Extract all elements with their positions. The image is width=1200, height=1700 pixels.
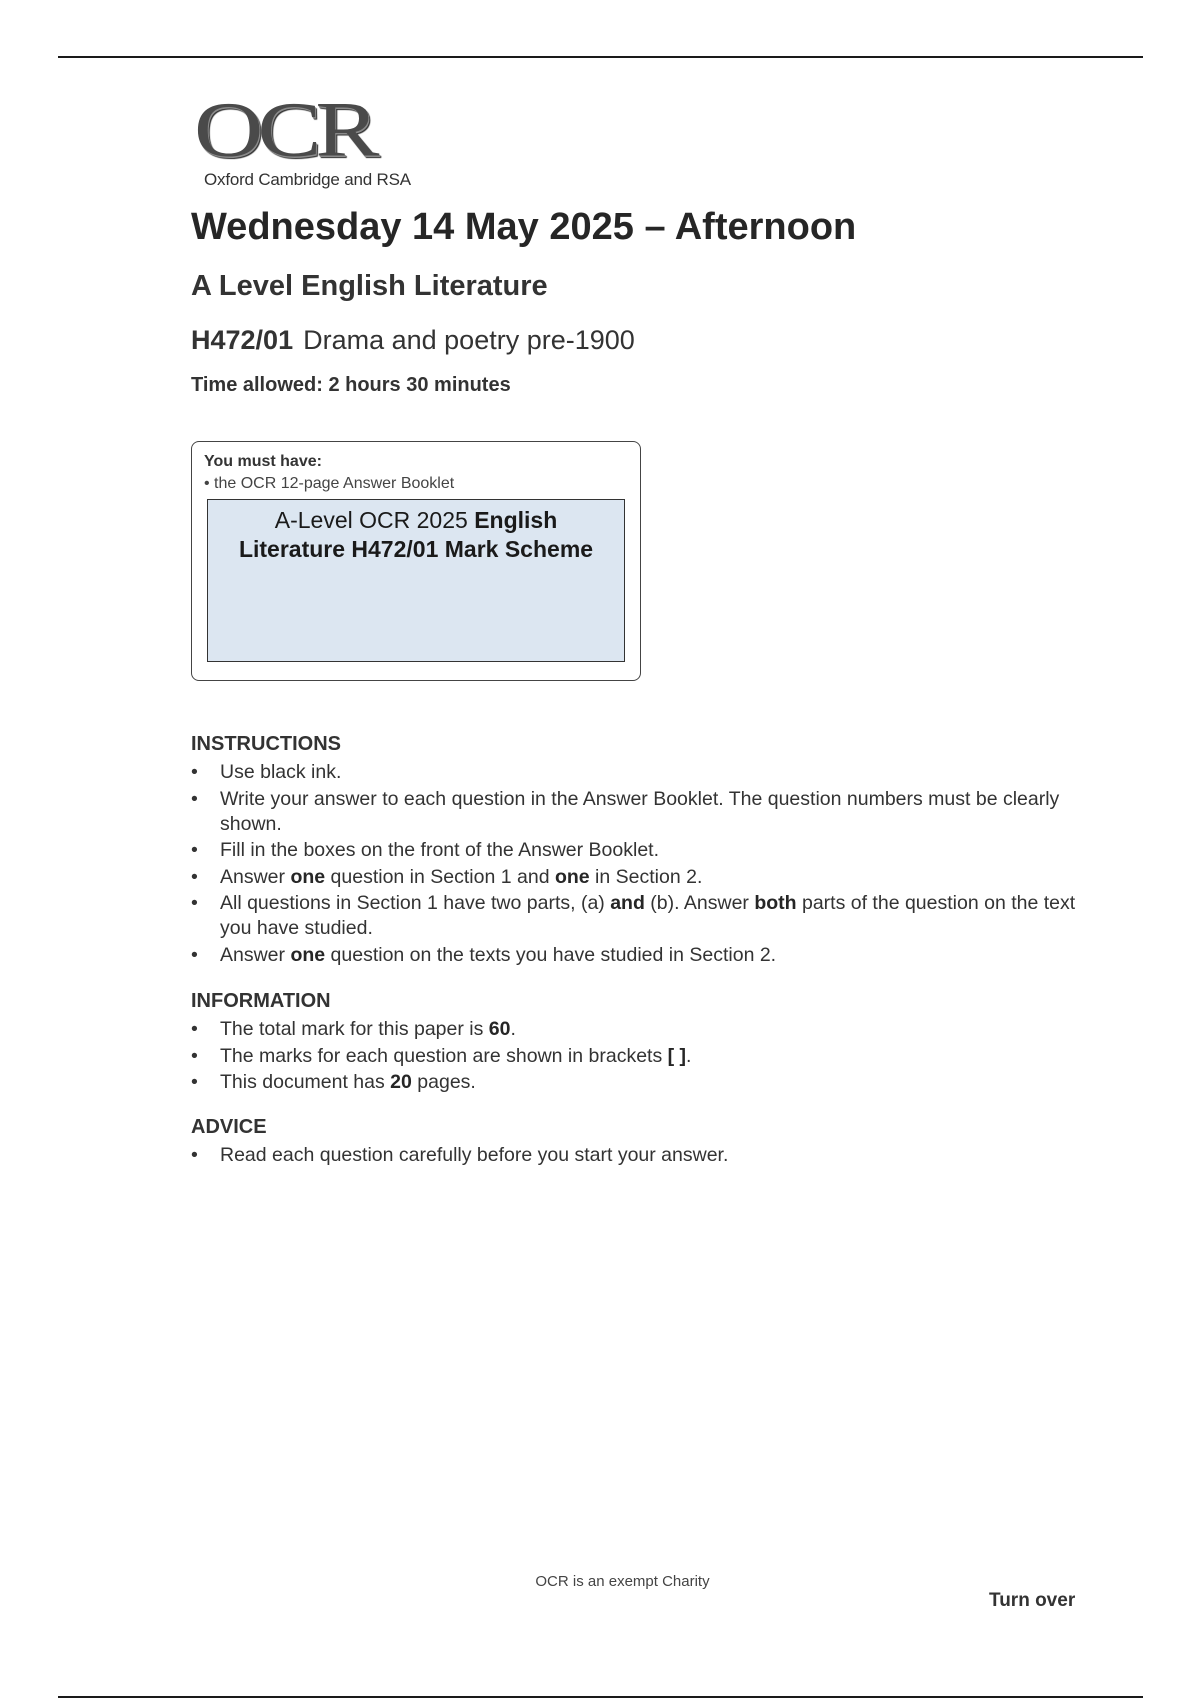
advice-heading: ADVICE: [191, 1116, 267, 1138]
item-emphasis: both: [754, 892, 797, 914]
item-text: The total mark for this paper is: [220, 1018, 489, 1040]
information-heading: INFORMATION: [191, 990, 331, 1012]
list-item: [191, 1070, 1091, 1095]
list-item: [191, 787, 1091, 837]
bottom-rule: [58, 1696, 1143, 1698]
item-text: This document has: [220, 1071, 391, 1093]
item-emphasis: one: [290, 865, 326, 888]
item-emphasis: [ ]: [667, 1044, 687, 1067]
overlay-text-bold-1: English: [474, 507, 558, 533]
item-text: Read each question carefully before you start your answer.: [220, 1144, 729, 1166]
item-text: Fill in the boxes on the front of the Answer Booklet.: [220, 839, 659, 861]
item-text: pages.: [411, 1071, 476, 1093]
item-text: .: [510, 1018, 516, 1040]
information-section: [191, 990, 1091, 1097]
list-item: [191, 1017, 1091, 1042]
advice-section: [191, 1116, 1091, 1170]
list-item: [191, 760, 1091, 785]
ocr-logo: [194, 85, 434, 194]
list-item: [191, 1044, 1091, 1069]
item-emphasis: and: [610, 892, 645, 914]
list-item: [191, 891, 1091, 941]
time-allowed: Time allowed: 2 hours 30 minutes: [191, 374, 511, 396]
item-text: Answer: [220, 865, 291, 888]
item-text: Use black ink.: [220, 761, 342, 783]
item-emphasis: 20: [390, 1071, 412, 1093]
turn-over-label: Turn over: [989, 1590, 1076, 1611]
must-have-item: • the OCR 12-page Answer Booklet: [204, 475, 455, 492]
information-list: [191, 1017, 1091, 1095]
unit-code: H472/01: [191, 325, 294, 355]
item-text: (b). Answer: [644, 892, 755, 914]
instructions-section: [191, 733, 1091, 969]
item-text: parts of the question on the text you have studied.: [220, 892, 1076, 939]
list-item: [191, 838, 1091, 863]
list-item: [191, 1143, 1091, 1168]
must-have-heading: You must have:: [204, 453, 322, 470]
item-text: in Section 2.: [589, 865, 703, 888]
logo-subtitle: Oxford Cambridge and RSA: [204, 170, 411, 189]
advice-list: [191, 1143, 1091, 1168]
exam-date-heading: Wednesday 14 May 2025 – Afternoon: [191, 206, 857, 248]
overlay-text-bold-2: Literature H472/01 Mark Scheme: [238, 536, 594, 562]
item-emphasis: one: [290, 943, 326, 966]
item-text: The marks for each question are shown in brackets: [220, 1044, 668, 1067]
instructions-list: [191, 760, 1091, 968]
instructions-heading: INSTRUCTIONS: [191, 733, 341, 755]
top-rule: [58, 56, 1143, 58]
unit-title: Drama and poetry pre-1900: [303, 325, 635, 355]
must-have-box: [191, 441, 641, 681]
logo-wordmark: OCR: [194, 85, 374, 173]
item-emphasis: 60: [488, 1018, 511, 1040]
item-emphasis: one: [554, 865, 590, 888]
list-item: [191, 865, 1091, 890]
overlay-text-normal: A-Level OCR 2025: [274, 507, 475, 533]
item-text: .: [686, 1044, 692, 1067]
charity-notice: OCR is an exempt Charity: [535, 1573, 710, 1590]
item-text: Write your answer to each question in the Answer Booklet. The question numbers must be clearly shown.: [220, 787, 1060, 835]
unit-line: [191, 325, 635, 356]
subject-heading: A Level English Literature: [191, 270, 548, 302]
item-text: question in Section 1 and: [325, 865, 555, 888]
mark-scheme-overlay: [207, 499, 625, 662]
item-text: question on the texts you have studied in Section 2.: [325, 943, 777, 966]
list-item: [191, 943, 1091, 968]
item-text: All questions in Section 1 have two parts, (a): [220, 892, 611, 914]
item-text: Answer: [220, 943, 291, 966]
